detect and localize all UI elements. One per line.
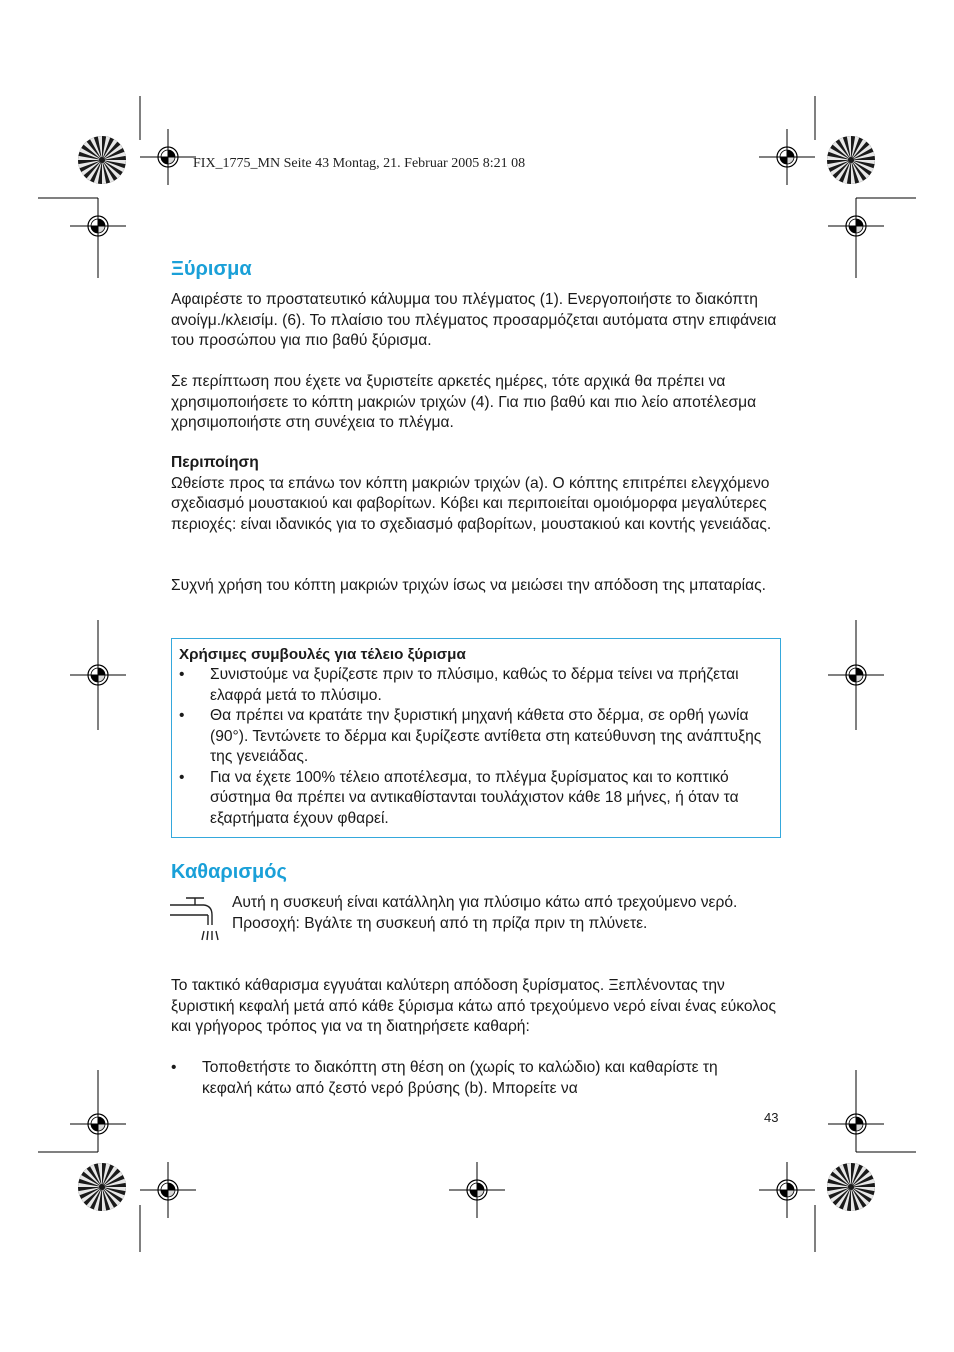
registration-mark	[828, 647, 884, 703]
tips-item	[179, 768, 772, 830]
color-bar-starburst	[827, 136, 875, 184]
color-bar-starburst	[78, 1163, 126, 1211]
trimming-text: Ωθείστε προς τα επάνω τον κόπτη μακριών τριχών (a). Ο κόπτης επιτρέπει ελεγχόμενο σχεδιασμό μουστακιού και φαβορίτων. Κόβει και περιποιείται ομοιόμορφα μεγαλύτερες περιοχές: είναι ιδανικός για το σχεδιασμό φαβορίτων, μουστακιού και κοντής γενειάδας.	[171, 474, 772, 533]
bullet: •	[171, 1059, 177, 1076]
cleaning-item-text: Τοποθετήστε το διακόπτη στη θέση on (χωρίς το καλώδιο) και καθαρίστε τη κεφαλή κάτω από ζεστό νερό βρύσης (b). Μπορείτε να	[202, 1059, 718, 1097]
tips-item-text: Συνιστούμε να ξυρίζεστε πριν το πλύσιμο, καθώς το δέρμα τείνει να πρήζεται ελαφρά μετά το πλύσιμο.	[210, 666, 739, 704]
registration-mark	[140, 129, 196, 185]
color-bar-starburst	[827, 1163, 875, 1211]
tips-title: Χρήσιμες συμβουλές για τέλειο ξύρισμα	[179, 646, 466, 663]
water-info-line-1: Αυτή η συσκευή είναι κατάλληλη για πλύσιμο κάτω από τρεχούμενο νερό.	[232, 894, 738, 911]
water-info	[232, 893, 772, 934]
tips-item	[179, 665, 772, 706]
bullet: •	[179, 707, 185, 724]
tips-item	[179, 706, 772, 768]
bullet: •	[179, 768, 185, 786]
page-number: 43	[764, 1110, 779, 1125]
registration-mark	[828, 1096, 884, 1152]
trimming-title: Περιποίηση	[171, 454, 259, 471]
cleaning-list	[171, 1058, 771, 1099]
print-header: FIX_1775_MN Seite 43 Montag, 21. Februar 2005 8:21 08	[193, 156, 526, 171]
tips-box	[171, 638, 781, 838]
cleaning-paragraph: Το τακτικό κάθαρισμα εγγυάται καλύτερη απόδοση ξυρίσματος. Ξεπλένοντας την ξυριστική κεφαλή μετά από κάθε ξύρισμα κάτω από τρεχούμενο νερό είναι ένας εύκολος και γρήγορος τρόπος για να τη διατηρήσετε καθαρή:	[171, 977, 776, 1035]
heading-shaving: Ξύρισμα	[171, 258, 252, 280]
registration-mark	[759, 129, 815, 185]
registration-mark	[70, 198, 126, 254]
bullet: •	[179, 666, 185, 683]
shaving-paragraph-2: Σε περίπτωση που έχετε να ξυριστείτε αρκετές ημέρες, τότε αρχικά θα πρέπει να χρησιμοποιήσετε το κόπτη μακριών τριχών (4). Για πιο βαθύ και πιο λείο αποτέλεσμα χρησιμοποιήστε στη συνέχεια το πλέγμα.	[171, 373, 757, 431]
shaving-paragraph-1: Αφαιρέστε το προστατευτικό κάλυμμα του πλέγματος (1). Ενεργοποιήστε το διακόπτη ανοίγμ./κλεισίμ. (6). Το πλαίσιο του πλέγματος προσαρμόζεται αυτόματα στην επιφάνεια του προσώπου για πιο βαθύ ξύρισμα.	[171, 291, 777, 349]
heading-cleaning: Καθαρισμός	[171, 861, 287, 883]
tips-item-text: Για να έχετε 100% τέλειο αποτέλεσμα, το πλέγμα ξυρίσματος και το κοπτικό σύστημα θα πρέπει να αντικαθίστανται τουλάχιστον κάθε 18 μήνες, ή όταν τα εξαρτήματα έχουν φθαρεί.	[210, 768, 739, 827]
registration-mark	[140, 1162, 196, 1218]
faucet-icon	[168, 895, 226, 947]
water-info-line-2: Προσοχή: Βγάλτε τη συσκευή από τη πρίζα πριν τη πλύνετε.	[232, 914, 648, 932]
registration-mark	[70, 1096, 126, 1152]
trimming-section	[171, 453, 791, 535]
cleaning-item	[171, 1058, 771, 1099]
shaving-paragraph-3: Συχνή χρήση του κόπτη μακριών τριχών ίσως να μειώσει την απόδοση της μπαταρίας.	[171, 577, 766, 594]
tips-list	[179, 665, 772, 829]
registration-mark	[70, 647, 126, 703]
registration-mark	[828, 198, 884, 254]
color-bar-starburst	[78, 136, 126, 184]
registration-mark	[449, 1162, 505, 1218]
registration-mark	[759, 1162, 815, 1218]
tips-item-text: Θα πρέπει να κρατάτε την ξυριστική μηχανή κάθετα στο δέρμα, σε ορθή γωνία (90°). Τεντώνετε το δέρμα και ξυρίζεστε αντίθετα στη κατεύθυνση της ανάπτυξης της γενειάδας.	[210, 707, 762, 765]
